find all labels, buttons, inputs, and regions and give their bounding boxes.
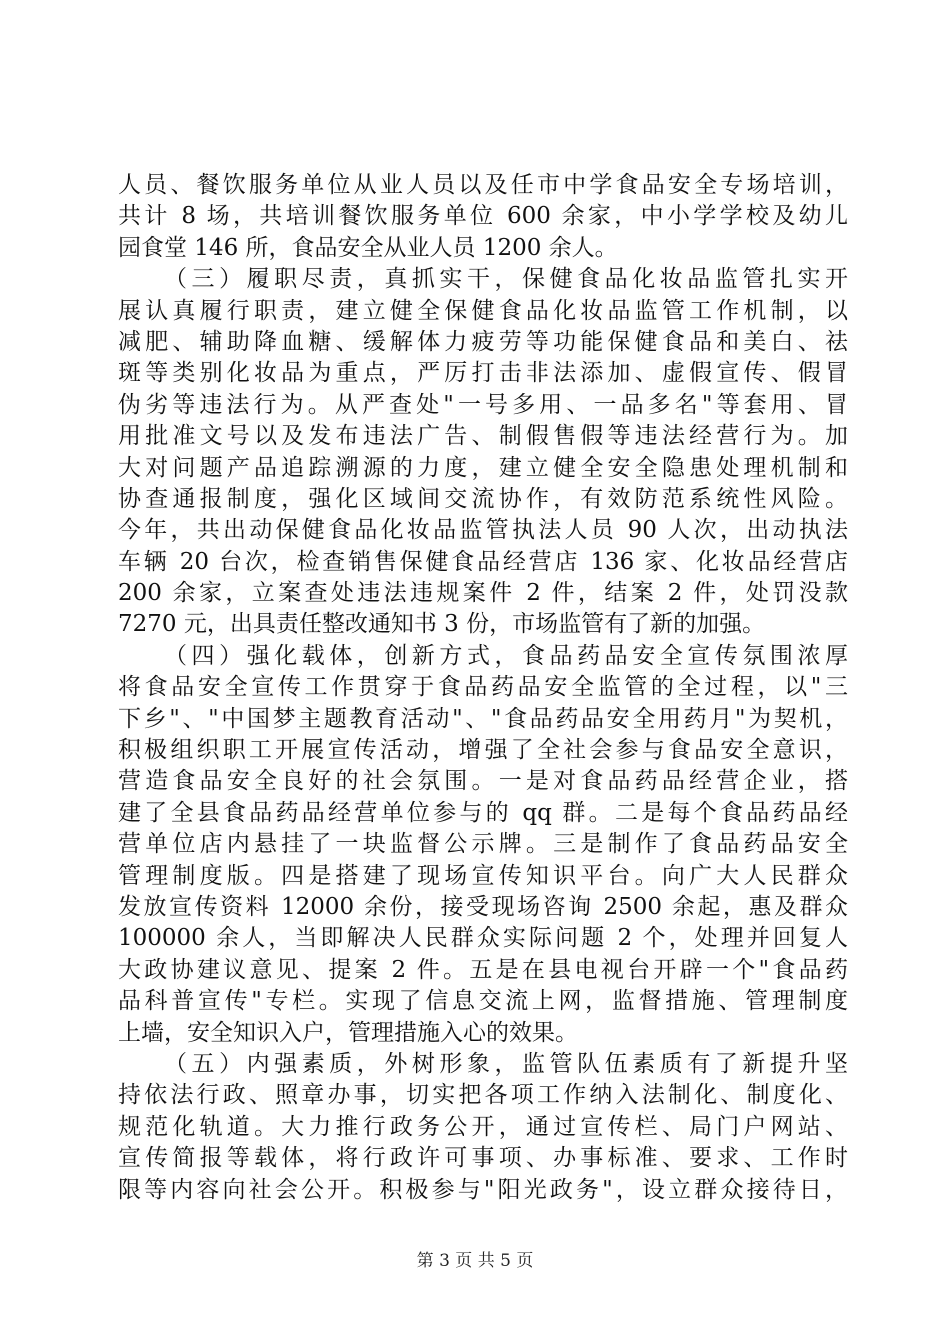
text-line: 今年，共出动保健食品化妆品监管执法人员 90 人次，出动执法 <box>118 517 848 544</box>
text-line: 管理制度版。四是搭建了现场宣传知识平台。向广大人民群众 <box>118 862 848 889</box>
page-number-footer: 第 3 页 共 5 页 <box>416 1251 534 1271</box>
text-line: 人员、餐饮服务单位从业人员以及任市中学食品安全专场培训， <box>118 172 848 198</box>
text-line: 宣传简报等载体，将行政许可事项、办事标准、要求、工作时 <box>118 1145 848 1172</box>
text-line: 规范化轨道。大力推行政务公开，通过宣传栏、局门户网站、 <box>118 1113 848 1140</box>
text-line: 大政协建议意见、提案 2 件。五是在县电视台开辟一个"食品药 <box>118 956 848 983</box>
text-line: 伪劣等违法行为。从严查处"一号多用、一品多名"等套用、冒 <box>118 391 848 418</box>
text-line: 100000 余人，当即解决人民群众实际问题 2 个，处理并回复人 <box>118 925 848 952</box>
text-line: 下乡"、"中国梦主题教育活动"、"食品药品安全用药月"为契机， <box>118 705 848 732</box>
section-heading-line: （四）强化载体，创新方式，食品药品安全宣传氛围浓厚 <box>164 642 848 669</box>
text-line: 营单位店内悬挂了一块监督公示牌。三是制作了食品药品安全 <box>118 831 848 858</box>
text-line: 7270 元，出具责任整改通知书 3 份，市场监管有了新的加强。 <box>118 611 766 638</box>
text-line: 大对问题产品追踪溯源的力度，建立健全安全隐患处理机制和 <box>118 454 848 481</box>
text-line: 发放宣传资料 12000 余份，接受现场咨询 2500 余起，惠及群众 <box>118 893 848 920</box>
text-line: 建了全县食品药品经营单位参与的 qq 群。二是每个食品药品经 <box>118 799 848 826</box>
text-line: 营造食品安全良好的社会氛围。一是对食品药品经营企业，搭 <box>118 768 848 795</box>
text-line: 品科普宣传"专栏。实现了信息交流上网，监督措施、管理制度 <box>118 988 848 1015</box>
text-line: 限等内容向社会公开。积极参与"阳光政务"，设立群众接待日， <box>118 1176 848 1203</box>
section-heading-line: （五）内强素质，外树形象，监管队伍素质有了新提升坚 <box>164 1050 848 1077</box>
text-line: 斑等类别化妆品为重点，严厉打击非法添加、虚假宣传、假冒 <box>118 360 848 387</box>
text-line: 园食堂 146 所，食品安全从业人员 1200 余人。 <box>118 234 618 261</box>
text-line: 积极组织职工开展宣传活动，增强了全社会参与食品安全意识， <box>118 737 848 764</box>
text-line: 共计 8 场，共培训餐饮服务单位 600 余家，中小学学校及幼儿 <box>118 203 848 230</box>
text-line: 车辆 20 台次，检查销售保健食品经营店 136 家、化妆品经营店 <box>118 548 848 575</box>
text-line: 减肥、辅助降血糖、缓解体力疲劳等功能保健食品和美白、祛 <box>118 328 848 355</box>
text-line: 持依法行政、照章办事，切实把各项工作纳入法制化、制度化、 <box>118 1082 848 1109</box>
document-body <box>118 170 848 1206</box>
text-line: 将食品安全宣传工作贯穿于食品药品安全监管的全过程，以"三 <box>118 674 848 701</box>
text-line: 200 余家，立案查处违法违规案件 2 件，结案 2 件，处罚没款 <box>118 580 848 607</box>
section-heading-line: （三）履职尽责，真抓实干，保健食品化妆品监管扎实开 <box>164 266 848 293</box>
text-line: 上墙，安全知识入户，管理措施入心的效果。 <box>118 1019 578 1046</box>
text-line: 用批准文号以及发布违法广告、制假售假等违法经营行为。加 <box>118 423 848 450</box>
text-line: 协查通报制度，强化区域间交流协作，有效防范系统性风险。 <box>118 485 848 512</box>
text-line: 展认真履行职责，建立健全保健食品化妆品监管工作机制，以 <box>118 297 848 324</box>
